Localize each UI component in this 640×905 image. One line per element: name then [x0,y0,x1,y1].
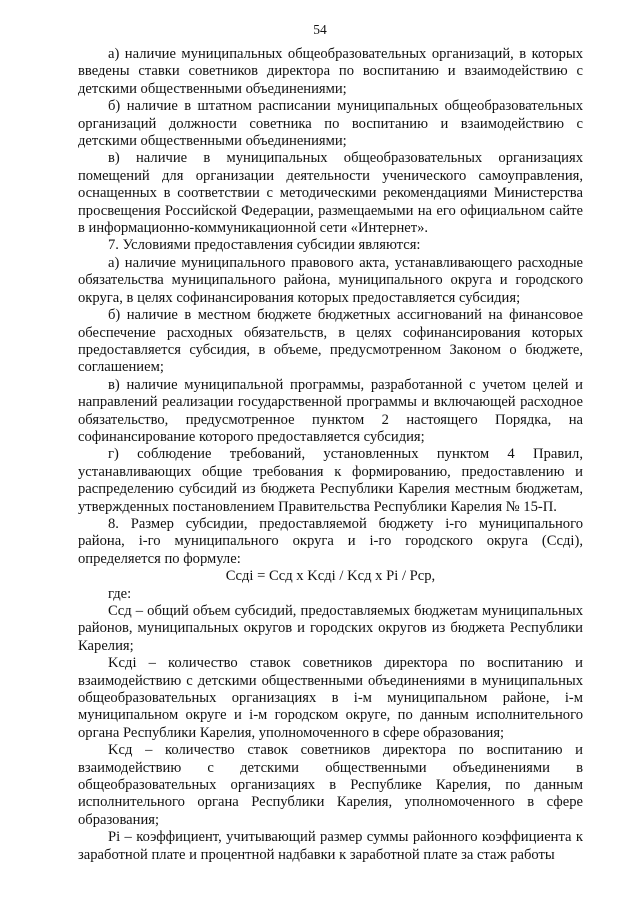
definition-coefficient: Pi – коэффициент, учитывающий размер суммы районного коэффициента к заработной плате и процентной надбавки к заработной плате за стаж работы [78,829,583,863]
paragraph-section-8: 8. Размер субсидии, предоставляемой бюджету i-го муниципального района, i-го муниципального округа и i-го городского округа (Ccдi), определяется по формуле: [78,515,583,567]
paragraph-condition-b: б) наличие в местном бюджете бюджетных ассигнований на финансовое обеспечение расходных обязательств, в целях софинансирования которых предоставляется субсидия, в объеме, предусмотренном Законом о бюджете, соглашением; [78,307,583,376]
subsidy-formula: Ccдi = Ccд х Kcдi / Kcд х Pi / Pcp, [225,568,436,585]
paragraph-condition-v: в) наличие муниципальной программы, разработанной с учетом целей и направлений реализации государственной программы и включающей расходное обязательство, предусмотренное пунктом 2 настоящего Порядка, на софинансирование которого предоставляется субсидия; [78,376,583,445]
paragraph-section-7-heading: 7. Условиями предоставления субсидии являются: [108,237,421,254]
where-label: где: [108,585,132,602]
definition-total-subsidy: Ccд – общий объем субсидий, предоставляемых бюджетам муниципальных районов, муниципальных округов и городских округов из бюджета Республики Карелия; [78,603,583,654]
definition-rates-municipal: Kcдi – количество ставок советников директора по воспитанию и взаимодействию с детскими общественными объединениями в муниципальных общеобразовательных организациях в i-м муниципальном районе, i-м муниципальном округе и i-м городском округе, по данным исполнительного органа Республики Карелия, уполномоченного в сфере образования; [78,655,583,741]
document-body [78,46,583,864]
paragraph-eligibility-v: в) наличие в муниципальных общеобразовательных организациях помещений для организации деятельности ученического самоуправления, оснащенных в соответствии с методическими рекомендациями Министерства просвещения Российской Федерации, размещаемыми на его официальном сайте в информационно-коммуникационной сети «Интернет». [78,150,583,237]
page-number: 54 [313,22,327,37]
definition-rates-total: Kcд – количество ставок советников директора по воспитанию и взаимодействию с детскими общественными объединениями в общеобразовательных организациях в Республике Карелия, по данным исполнительного органа Республики Карелия, уполномоченного в сфере образования; [78,742,583,828]
paragraph-condition-g: г) соблюдение требований, установленных пунктом 4 Правил, устанавливающих общие требования к формированию, предоставлению и распределению субсидий из бюджета Республики Карелия местным бюджетам, утвержденных постановлением Правительства Республики Карелия № 15-П. [78,446,583,515]
paragraph-eligibility-a: а) наличие муниципальных общеобразовательных организаций, в которых введены ставки советников директора по воспитанию и взаимодействию с детскими общественными объединениями; [78,46,583,97]
paragraph-eligibility-b: б) наличие в штатном расписании муниципальных общеобразовательных организаций должности советника по воспитанию и взаимодействию с детскими общественными объединениями; [78,98,583,150]
paragraph-condition-a: а) наличие муниципального правового акта, устанавливающего расходные обязательства муниципального района, муниципального округа и городского округа, в целях софинансирования которых предоставляется субсидия; [78,254,583,306]
